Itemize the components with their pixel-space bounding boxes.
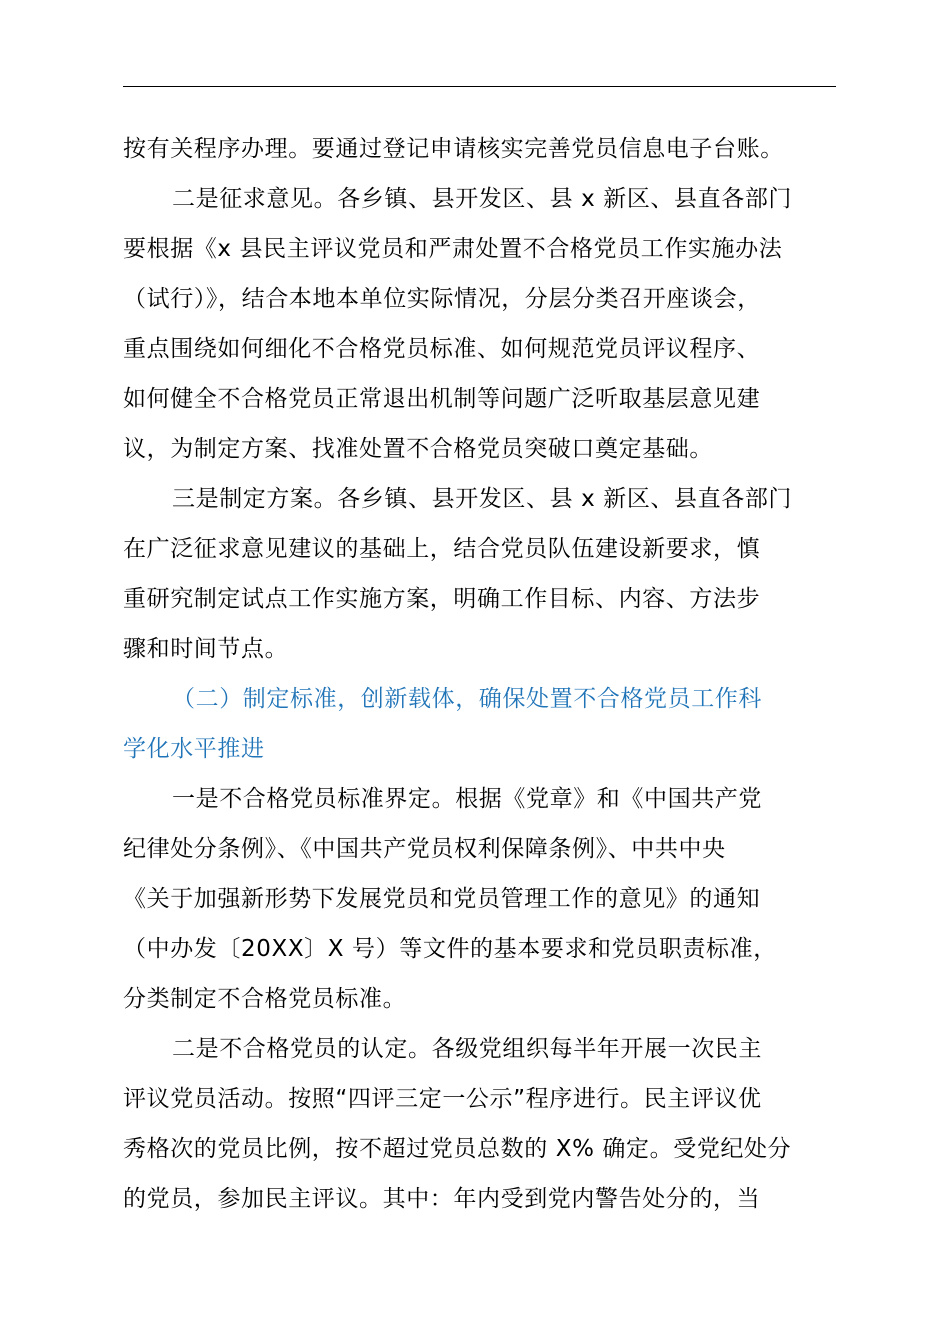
header-rule [123,86,836,87]
paragraph-line: 重点围绕如何细化不合格党员标准、如何规范党员评议程序、 [123,336,761,362]
section-heading-line: （二）制定标准，创新载体，确保处置不合格党员工作科 [172,686,762,712]
paragraph-line: 评议党员活动。按照“四评三定一公示”程序进行。民主评议优 [123,1086,762,1112]
paragraph-line: （试行）》，结合本地本单位实际情况，分层分类召开座谈会， [123,286,761,312]
paragraph-line: 骤和时间节点。 [123,636,289,662]
paragraph-line: 按有关程序办理。要通过登记申请核实完善党员信息电子台账。 [123,136,784,162]
paragraph-line: 重研究制定试点工作实施方案，明确工作目标、内容、方法步 [123,586,761,612]
paragraph-line: 纪律处分条例》、《中国共产党员权利保障条例》、中共中央 [123,836,726,862]
paragraph-line: 秀格次的党员比例，按不超过党员总数的 X% 确定。受党纪处分 [123,1136,792,1162]
paragraph-line: （中办发〔20XX〕X 号）等文件的基本要求和党员职责标准， [123,936,777,962]
paragraph-line: 三是制定方案。各乡镇、县开发区、县 x 新区、县直各部门 [172,486,793,512]
paragraph-line: 议，为制定方案、找准处置不合格党员突破口奠定基础。 [123,436,713,462]
paragraph-line: 二是征求意见。各乡镇、县开发区、县 x 新区、县直各部门 [172,186,793,212]
paragraph-line: 分类制定不合格党员标准。 [123,986,407,1012]
section-heading-line: 学化水平推进 [123,736,265,762]
paragraph-line: 要根据《x 县民主评议党员和严肃处置不合格党员工作实施办法 [123,236,783,262]
paragraph-line: 如何健全不合格党员正常退出机制等问题广泛听取基层意见建 [123,386,761,412]
paragraph-line: 的党员，参加民主评议。其中：年内受到党内警告处分的，当 [123,1186,761,1212]
paragraph-line: 二是不合格党员的认定。各级党组织每半年开展一次民主 [172,1036,762,1062]
paragraph-line: 《关于加强新形势下发展党员和党员管理工作的意见》的通知 [123,886,761,912]
paragraph-line: 一是不合格党员标准界定。根据《党章》和《中国共产党 [172,786,762,812]
paragraph-line: 在广泛征求意见建议的基础上，结合党员队伍建设新要求，慎 [123,536,761,562]
